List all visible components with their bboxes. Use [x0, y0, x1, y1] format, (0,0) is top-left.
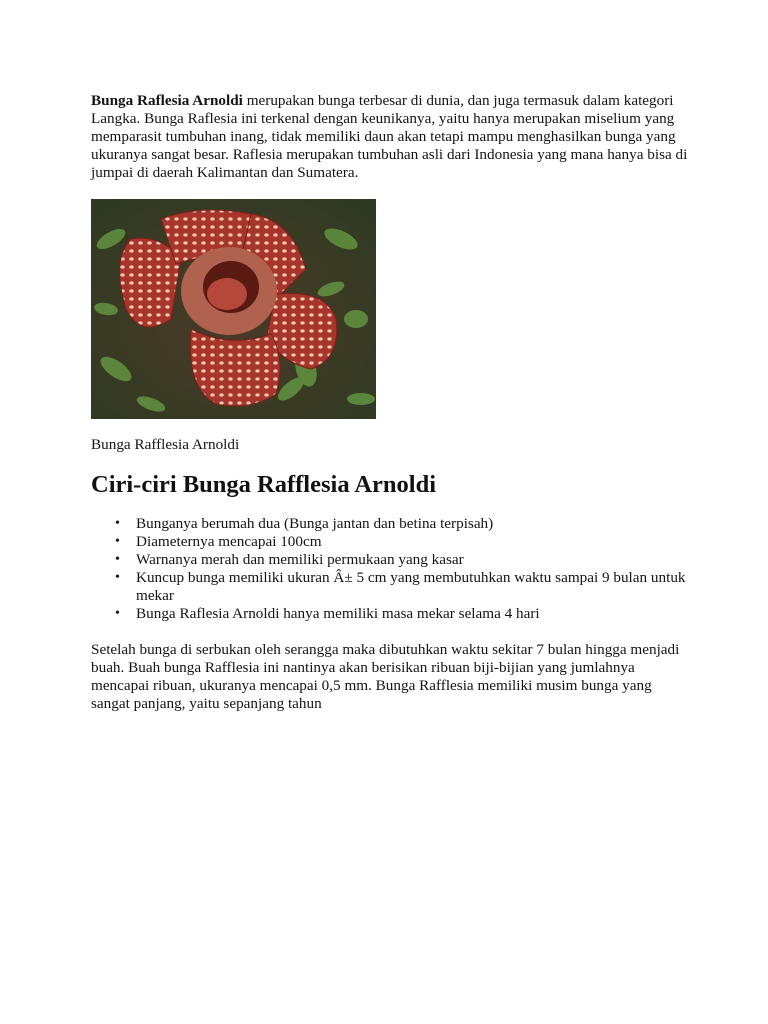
bullet-icon: • — [115, 534, 120, 549]
list-item-text: Bunga Raflesia Arnoldi hanya memiliki masa mekar selama 4 hari — [136, 605, 540, 622]
intro-paragraph — [91, 92, 691, 182]
bullet-icon: • — [115, 570, 120, 585]
closing-paragraph: Setelah bunga di serbukan oleh serangga maka dibutuhkan waktu sekitar 7 bulan hingga menjadi buah. Buah bunga Rafflesia ini nantinya akan berisikan ribuan biji-bijian yang jumlahnya mencapai ribuan, ukuranya mencapai 0,5 mm. Bunga Rafflesia memiliki musim bunga yang sangat panjang, yaitu sepanjang tahun — [91, 641, 680, 712]
document-page — [91, 92, 691, 713]
characteristics-list — [91, 515, 691, 623]
list-item — [91, 515, 691, 533]
intro-text: merupakan bunga terbesar di dunia, dan juga termasuk dalam kategori Langka. Bunga Raflesia ini terkenal dengan keunikanya, yaitu hanya merupakan miselium yang memparasit tumbuhan inang, tidak memiliki daun akan tetapi mampu menghasilkan bunga yang ukuranya sangat besar. Raflesia merupakan tumbuhan asli dari Indonesia yang mana hanya bisa di jumpai di daerah Kalimantan dan Sumatera. — [91, 92, 688, 181]
list-item-text: Kuncup bunga memiliki ukuran Â± 5 cm yang membutuhkan waktu sampai 9 bulan untuk mekar — [136, 569, 686, 604]
rafflesia-photo — [91, 199, 376, 419]
list-item — [91, 569, 696, 605]
intro-bold-lead: Bunga Raflesia Arnoldi — [91, 92, 243, 109]
figure-caption: Bunga Rafflesia Arnoldi — [91, 436, 240, 453]
bullet-icon: • — [115, 606, 120, 621]
bullet-icon: • — [115, 552, 120, 567]
list-item-text: Warnanya merah dan memiliki permukaan yang kasar — [136, 551, 464, 568]
list-item-text: Bunganya berumah dua (Bunga jantan dan betina terpisah) — [136, 515, 494, 532]
bullet-icon: • — [115, 516, 120, 531]
list-item — [91, 533, 691, 551]
list-item — [91, 551, 691, 569]
flower-image-icon — [91, 199, 376, 419]
section-heading: Ciri-ciri Bunga Rafflesia Arnoldi — [91, 471, 437, 498]
list-item-text: Diameternya mencapai 100cm — [136, 533, 322, 550]
list-item — [91, 605, 691, 623]
